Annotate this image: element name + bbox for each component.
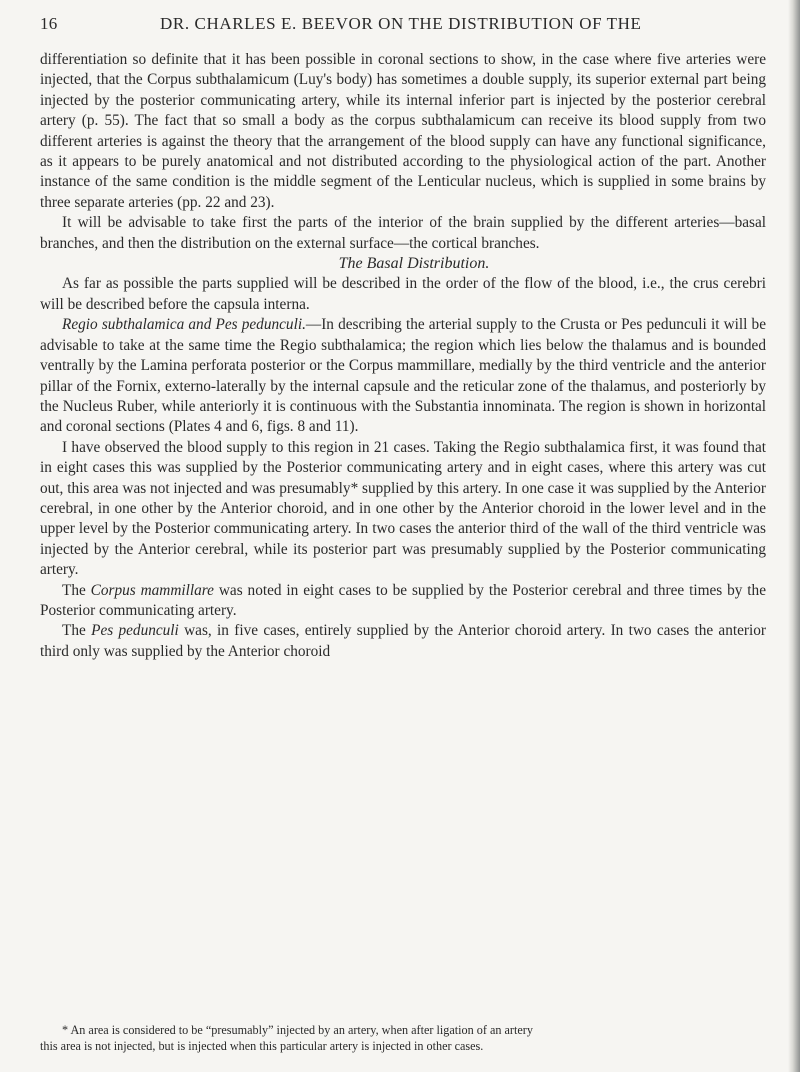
page-edge-shadow bbox=[788, 0, 800, 1072]
paragraph-6: The Corpus mammillare was noted in eight cases to be supplied by the Posterior cerebral and three times by the Posterior communicating artery. bbox=[40, 581, 766, 619]
paragraph-5: I have observed the blood supply to this region in 21 cases. Taking the Regio subthalamica first, it was found that in eight cases this was supplied by the Posterior communicating artery and in eight cases, where this artery was cut out, this area was not injected and was presumably* supplied by this artery. In one case it was supplied by the Anterior cerebral, in one other by the Anterior choroid, and in one other by the Anterior choroid in the lower level and in the upper level by the Posterior communicating artery. In two cases the anterior third of the wall of the third ventricle was injected by the Anterior cerebral, while its posterior part was presumably supplied by the Posterior communicating artery. bbox=[40, 438, 766, 579]
paragraph-7-text: was, in five cases, entirely supplied by the Anterior choroid artery. In two cases the anterior third only was supplied by the Anterior choroid bbox=[40, 622, 766, 660]
page-number: 16 bbox=[40, 14, 58, 33]
footnote bbox=[40, 1023, 766, 1054]
paragraph-3: As far as possible the parts supplied will be described in the order of the flow of the blood, i.e., the crus cerebri will be described before the capsula interna. bbox=[40, 275, 766, 313]
paragraph-2: It will be advisable to take first the parts of the interior of the brain supplied by the different arteries—basal branches, and then the distribution on the external surface—the cortical branches. bbox=[40, 214, 766, 252]
footnote-line-1: * An area is considered to be “presumably” injected by an artery, when after ligation of an artery bbox=[62, 1023, 533, 1037]
page-header bbox=[40, 6, 770, 40]
paragraph-1: differentiation so definite that it has been possible in coronal sections to show, in the case where five arteries were injected, that the Corpus subthalamicum (Luy's body) has sometimes a double supply, its superior external part being injected by the posterior communicating artery, while its internal inferior part is injected by the posterior cerebral artery (p. 55). The fact that so small a body as the corpus subthalamicum can receive its blood supply from two different arteries is against the theory that the arrangement of the blood supply can have any functional significance, as it appears to be purely anatomical and not distributed according to the physiological action of the part. Another instance of the same condition is the middle segment of the Lenticular nucleus, which is supplied in some brains by three separate arteries (pp. 22 and 23). bbox=[40, 51, 766, 211]
paragraph-7: The Pes pedunculi was, in five cases, entirely supplied by the Anterior choroid artery. In two cases the anterior third only was supplied by the Anterior choroid bbox=[40, 622, 766, 660]
footnote-line-2: this area is not injected, but is injected when this particular artery is injected in other cases. bbox=[40, 1038, 484, 1053]
section-heading: The Basal Distribution. bbox=[338, 255, 490, 273]
running-title: DR. CHARLES E. BEEVOR ON THE DISTRIBUTION OF THE bbox=[160, 14, 642, 33]
body-text bbox=[40, 50, 766, 662]
paragraph-6-label: Corpus mammillare bbox=[90, 581, 214, 599]
paragraph-6-text: was noted in eight cases to be supplied by the Posterior cerebral and three times by the Posterior communicating artery. bbox=[40, 581, 766, 619]
paragraph-4 bbox=[40, 315, 766, 437]
paragraph-4-label: Regio subthalamica and Pes pedunculi. bbox=[62, 316, 306, 334]
paragraph-7-label: Pes pedunculi bbox=[91, 622, 179, 640]
paragraph-4-text: —In describing the arterial supply to the Crusta or Pes pedunculi it will be advisable to take at the same time the Regio subthalamica; the region which lies below the thalamus and is bounded ventrally by the Lamina perforata posterior or the Corpus mammillare, medially by the third ventricle and the anterior pillar of the Fornix, externo-laterally by the internal capsule and the reticular zone of the thalamus, and posteriorly by the Nucleus Ruber, while anteriorly it is continuous with the Substantia innominata. The region is shown in horizontal and coronal sections (Plates 4 and 6, figs. 8 and 11). bbox=[40, 316, 766, 436]
